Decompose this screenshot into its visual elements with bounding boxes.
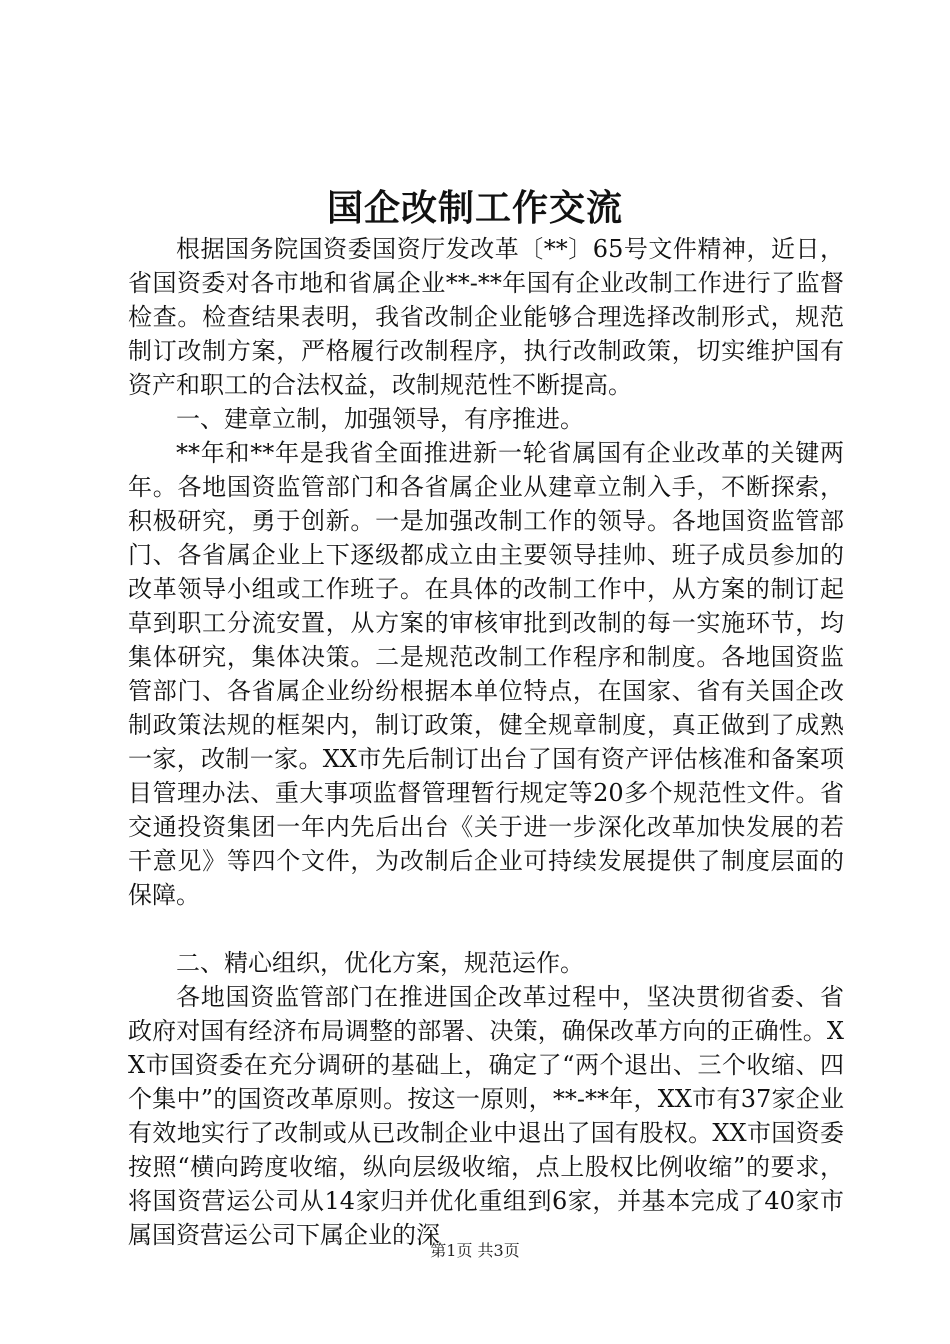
intro-paragraph: 根据国务院国资委国资厅发改革〔**〕65号文件精神，近日，省国资委对各市地和省属企业**-**年国有企业改制工作进行了监督检查。检查结果表明，我省改制企业能够合理选择改制形式，规范制订改制方案，严格履行改制程序，执行改制政策，切实维护国有资产和职工的合法权益，改制规范性不断提高。 — [128, 235, 844, 399]
section-heading-1: 一、建章立制，加强领导，有序推进。 — [176, 405, 584, 433]
document-body — [128, 232, 844, 1252]
paragraph-spacer — [128, 912, 844, 946]
document-title: 国企改制工作交流 — [326, 187, 623, 229]
section-1-paragraph: **年和**年是我省全面推进新一轮省属国有企业改革的关键两年。各地国资监管部门和各省属企业从建章立制入手，不断探索，积极研究，勇于创新。一是加强改制工作的领导。各地国资监管部门、各省属企业上下逐级都成立由主要领导挂帅、班子成员参加的改革领导小组或工作班子。在具体的改制工作中，从方案的制订起草到职工分流安置，从方案的审核审批到改制的每一实施环节，均集体研究，集体决策。二是规范改制工作程序和制度。各地国资监管部门、各省属企业纷纷根据本单位特点，在国家、省有关国企改制政策法规的框架内，制订政策，健全规章制度，真正做到了成熟一家，改制一家。XX市先后制订出台了国有资产评估核准和备案项目管理办法、重大事项监督管理暂行规定等20多个规范性文件。省交通投资集团一年内先后出台《关于进一步深化改革加快发展的若干意见》等四个文件，为改制后企业可持续发展提供了制度层面的保障。 — [128, 439, 844, 909]
section-heading-2: 二、精心组织，优化方案，规范运作。 — [176, 949, 584, 977]
section-2-paragraph: 各地国资监管部门在推进国企改革过程中，坚决贯彻省委、省政府对国有经济布局调整的部署、决策，确保改革方向的正确性。XX市国资委在充分调研的基础上，确定了“两个退出、三个收缩、四个集中”的国资改革原则。按这一原则，**-**年，XX市有37家企业有效地实行了改制或从已改制企业中退出了国有股权。XX市国资委按照“横向跨度收缩，纵向层级收缩，点上股权比例收缩”的要求，将国资营运公司从14家归并优化重组到6家，并基本完成了40家市属国资营运公司下属企业的深 — [128, 983, 844, 1249]
page-footer: 第1页 共3页 — [430, 1241, 520, 1260]
